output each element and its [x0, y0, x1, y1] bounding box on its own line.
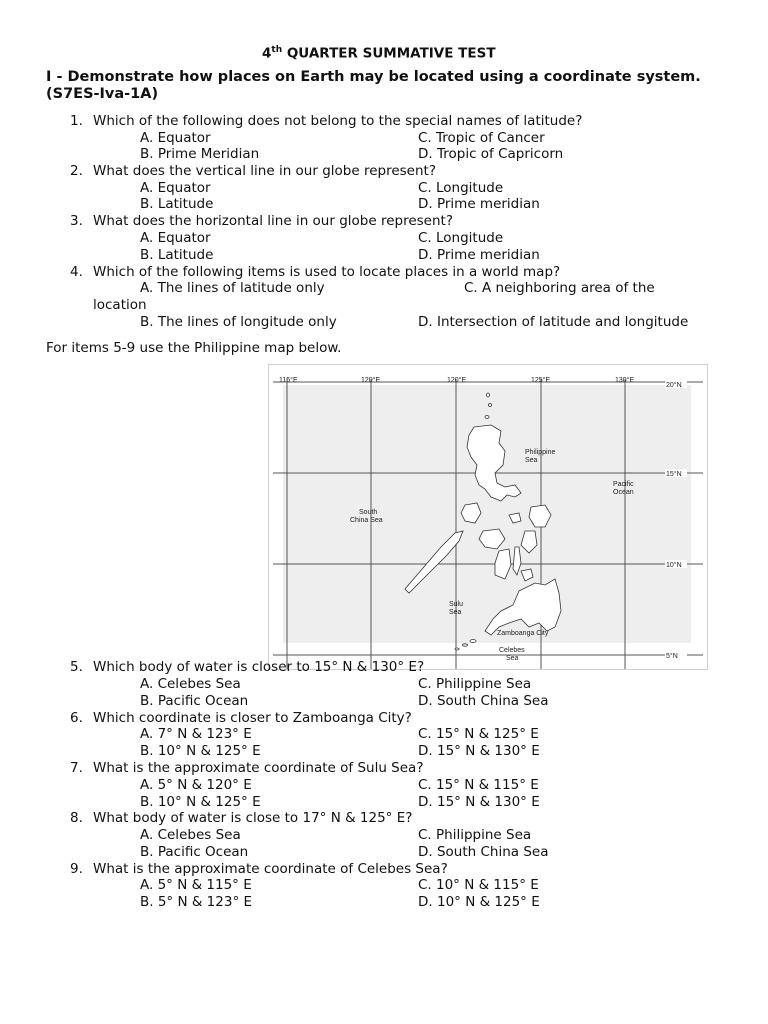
q5-question: Which body of water is closer to 15° N & 130° E? [93, 659, 425, 675]
batanes-island-2 [489, 404, 492, 407]
q3-option-d: D. Prime meridian [418, 247, 540, 263]
q3-question: What does the horizontal line in our globe represent? [93, 213, 453, 229]
page-title [262, 42, 496, 63]
label-celebes-sea-1: Celebes [499, 647, 525, 654]
lat-label-5: 5°N [666, 653, 678, 660]
label-philippine-sea-1: Philippine [525, 449, 556, 456]
lon-label-120a: 120°E [361, 377, 381, 384]
q5-option-d: D. South China Sea [418, 693, 549, 709]
section-heading-line1: I - Demonstrate how places on Earth may be located using a coordinate system. [46, 69, 701, 85]
q1-number: 1. [70, 113, 83, 129]
label-sulu-sea-2: Sea [449, 609, 462, 616]
q7-option-b: B. 10° N & 125° E [140, 794, 261, 810]
q8-option-b: B. Pacific Ocean [140, 844, 249, 860]
q5-option-b: B. Pacific Ocean [140, 693, 249, 709]
q6-option-a: A. 7° N & 123° E [140, 726, 252, 742]
q8-option-a: A. Celebes Sea [140, 827, 241, 843]
q8-question: What body of water is close to 17° N & 125° E? [93, 810, 413, 826]
lat-label-20: 20°N [666, 382, 682, 389]
lon-label-115: 115°E [279, 377, 298, 384]
title-text: QUARTER SUMMATIVE TEST [282, 45, 496, 62]
philippine-map [268, 364, 708, 670]
q2-number: 2. [70, 163, 83, 179]
label-south-china-sea-2: China Sea [350, 517, 383, 524]
q9-option-c: C. 10° N & 115° E [418, 877, 539, 893]
q6-option-c: C. 15° N & 125° E [418, 726, 539, 742]
title-number: 4 [262, 45, 272, 62]
q4-option-b: B. The lines of longitude only [140, 314, 337, 330]
q5-option-c: C. Philippine Sea [418, 676, 532, 692]
q8-number: 8. [70, 810, 83, 826]
items-note: For items 5-9 use the Philippine map below. [46, 340, 342, 356]
q4-option-c-continued: location [93, 297, 147, 313]
lat-label-10: 10°N [666, 562, 682, 569]
q3-option-c: C. Longitude [418, 230, 504, 246]
q2-question: What does the vertical line in our globe represent? [93, 163, 436, 179]
q7-option-c: C. 15° N & 115° E [418, 777, 539, 793]
q9-option-a: A. 5° N & 115° E [140, 877, 252, 893]
q4-number: 4. [70, 264, 83, 280]
q6-option-b: B. 10° N & 125° E [140, 743, 261, 759]
q8-option-c: C. Philippine Sea [418, 827, 532, 843]
babuyan-island [485, 416, 489, 419]
q7-number: 7. [70, 760, 83, 776]
section-heading-line2: (S7ES-Iva-1A) [46, 86, 159, 102]
q1-question: Which of the following does not belong to the special names of latitude? [93, 113, 583, 129]
sulu-island-3 [455, 648, 459, 650]
q1-option-c: C. Tropic of Cancer [418, 130, 545, 146]
label-south-china-sea-1: South [359, 509, 378, 516]
q4-question: Which of the following items is used to locate places in a world map? [93, 264, 561, 280]
q9-option-d: D. 10° N & 125° E [418, 894, 540, 910]
q7-option-d: D. 15° N & 130° E [418, 794, 540, 810]
batanes-island [487, 393, 490, 397]
q6-number: 6. [70, 710, 83, 726]
q2-option-c: C. Longitude [418, 180, 504, 196]
lon-label-120b: 120°E [447, 377, 467, 384]
q8-option-d: D. South China Sea [418, 844, 549, 860]
q6-question: Which coordinate is closer to Zamboanga City? [93, 710, 412, 726]
q9-number: 9. [70, 861, 83, 877]
sulu-island-2 [463, 644, 468, 646]
q3-number: 3. [70, 213, 83, 229]
map-figure [269, 365, 707, 669]
q5-number: 5. [70, 659, 83, 675]
q3-option-a: A. Equator [140, 230, 211, 246]
q4-option-a: A. The lines of latitude only [140, 280, 325, 296]
label-pacific-ocean-2: Ocean [613, 489, 634, 496]
q3-option-b: B. Latitude [140, 247, 214, 263]
q1-option-d: D. Tropic of Capricorn [418, 146, 564, 162]
q7-option-a: A. 5° N & 120° E [140, 777, 252, 793]
q5-option-a: A. Celebes Sea [140, 676, 241, 692]
q2-option-a: A. Equator [140, 180, 211, 196]
q4-option-d: D. Intersection of latitude and longitude [418, 314, 689, 330]
q4-option-c: C. A neighboring area of the [464, 280, 655, 296]
sulu-island-1 [470, 640, 476, 643]
label-celebes-sea-2: Sea [506, 655, 519, 662]
label-zamboanga-city: Zamboanga City [497, 630, 549, 637]
q1-option-a: A. Equator [140, 130, 211, 146]
q9-question: What is the approximate coordinate of Celebes Sea? [93, 861, 448, 877]
q6-option-d: D. 15° N & 130° E [418, 743, 540, 759]
label-pacific-ocean-1: Pacific [613, 481, 634, 488]
q9-option-b: B. 5° N & 123° E [140, 894, 253, 910]
title-superscript: th [271, 45, 283, 55]
lon-label-125: 125°E [531, 377, 551, 384]
lon-label-130: 130°E [615, 377, 635, 384]
q2-option-d: D. Prime meridian [418, 196, 540, 212]
q2-option-b: B. Latitude [140, 196, 214, 212]
label-sulu-sea-1: Sulu [449, 601, 464, 608]
label-philippine-sea-2: Sea [525, 457, 538, 464]
q7-question: What is the approximate coordinate of Sulu Sea? [93, 760, 424, 776]
q1-option-b: B. Prime Meridian [140, 146, 260, 162]
lat-label-15: 15°N [666, 471, 682, 478]
map-background [283, 385, 691, 643]
